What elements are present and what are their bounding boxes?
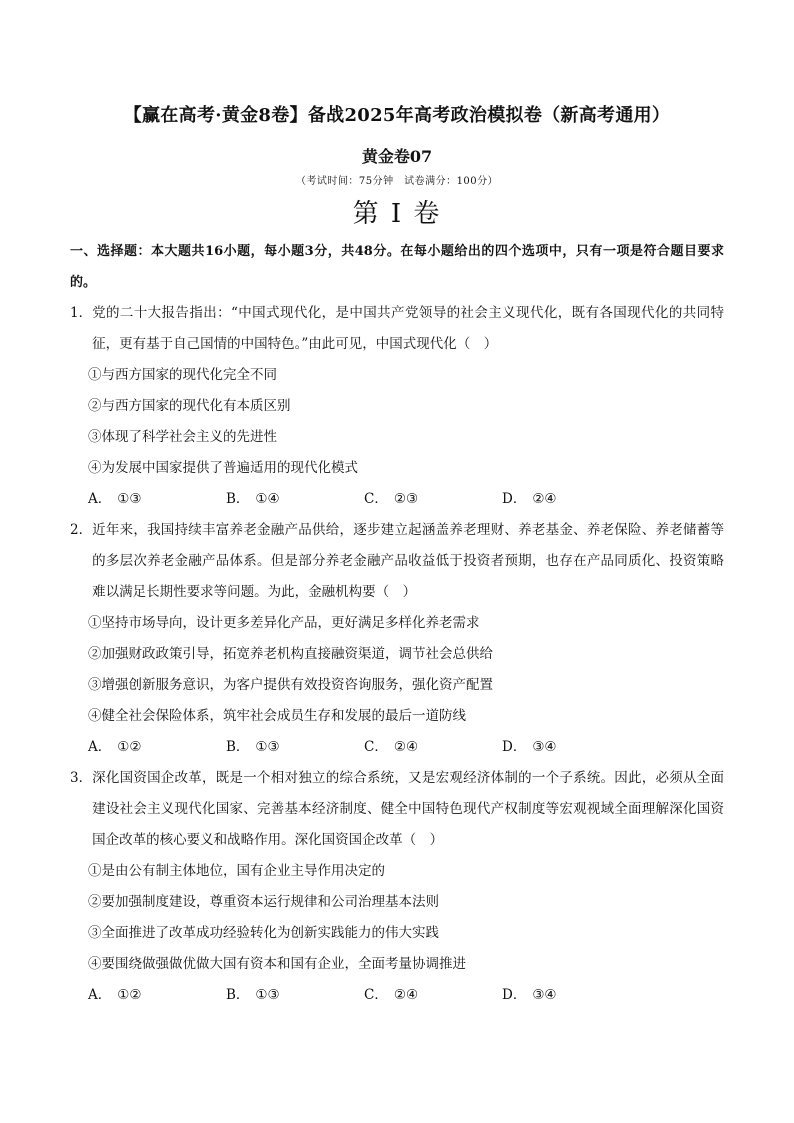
statement-option: ②与西方国家的现代化有本质区别	[88, 398, 291, 414]
choice-label: C．	[364, 491, 388, 507]
answer-choice-d	[502, 732, 640, 763]
choice-value: ①③	[255, 739, 280, 755]
choice-value: ③④	[532, 739, 557, 755]
choice-value: ②④	[393, 987, 419, 1003]
statement-option: ④要围绕做强做优做大国有资本和国有企业，全面考量协调推进	[88, 956, 466, 972]
question-number: 2．	[70, 522, 93, 538]
choice-value: ①④	[255, 491, 280, 507]
choice-value: ①②	[117, 987, 142, 1003]
statement-option: ③增强创新服务意识，为客户提供有效投资咨询服务，强化资产配置	[88, 677, 493, 693]
answer-choices	[70, 980, 724, 1011]
choice-label: A．	[88, 491, 112, 507]
choice-label: D．	[502, 987, 527, 1003]
choice-label: D．	[502, 491, 527, 507]
question-number: 1．	[70, 305, 93, 321]
statement-option: ③全面推进了改革成功经验转化为创新实践能力的伟大实践	[88, 925, 439, 941]
choice-value: ①③	[117, 491, 142, 507]
choice-value: ①③	[255, 987, 280, 1003]
statement-option: ②要加强制度建设，尊重资本运行规律和公司治理基本法则	[88, 894, 439, 910]
section-intro: 一、选择题：本大题共16小题，每小题3分，共48分。在每小题给出的四个选项中，只有一项是符合题目要求的。	[70, 244, 724, 290]
question-stem	[70, 763, 724, 856]
answer-choice-d	[502, 484, 640, 515]
answer-choice-d	[502, 980, 640, 1011]
statement-option: ②加强财政政策引导，拓宽养老机构直接融资渠道，调节社会总供给	[88, 646, 493, 662]
statement-option: ④健全社会保险体系，筑牢社会成员生存和发展的最后一道防线	[88, 708, 466, 724]
answer-choice-a	[88, 484, 226, 515]
choice-value: ③④	[532, 987, 557, 1003]
choice-value: ②③	[393, 491, 419, 507]
choice-value: ①②	[117, 739, 142, 755]
answer-choice-b	[226, 980, 364, 1011]
paper-title: 【赢在高考·黄金8卷】备战2025年高考政治模拟卷（新高考通用）	[123, 105, 671, 126]
statement-option: ④为发展中国家提供了普遍适用的现代化模式	[88, 460, 358, 476]
volume-title: 第 I 卷	[352, 199, 442, 229]
question-number: 3．	[70, 770, 93, 786]
question-text: 深化国资国企改革，既是一个相对独立的综合系统，又是宏观经济体制的一个子系统。因此，必须从全面建设社会主义现代化国家、完善基本经济制度、健全中国特色现代产权制度等宏观视域全面理解深化国资国企改革的核心要义和战略作用。深化国资国企改革（ ）	[92, 770, 724, 848]
choice-value: ②④	[532, 491, 557, 507]
paper-subtitle: 黄金卷07	[361, 147, 433, 166]
question-text: 党的二十大报告指出：“中国式现代化，是中国共产党领导的社会主义现代化，既有各国现代化的共同特征，更有基于自己国情的中国特色。”由此可见，中国式现代化（ ）	[92, 305, 724, 352]
statement-option: ①是由公有制主体地位，国有企业主导作用决定的	[88, 863, 385, 879]
choice-label: C．	[364, 739, 388, 755]
statement-option: ③体现了科学社会主义的先进性	[88, 429, 277, 445]
question-1	[70, 298, 724, 515]
answer-choice-c	[364, 980, 502, 1011]
question-stem	[70, 515, 724, 608]
question-2	[70, 515, 724, 763]
choice-label: B．	[226, 987, 250, 1003]
answer-choice-c	[364, 732, 502, 763]
choice-label: A．	[88, 987, 112, 1003]
answer-choice-a	[88, 980, 226, 1011]
answer-choice-b	[226, 484, 364, 515]
statement-option: ①坚持市场导向，设计更多差异化产品，更好满足多样化养老需求	[88, 615, 480, 631]
question-text: 近年来，我国持续丰富养老金融产品供给，逐步建立起涵盖养老理财、养老基金、养老保险、养老储蓄等的多层次养老金融产品体系。但是部分养老金融产品收益低于投资者预期，也存在产品同质化、投资策略难以满足长期性要求等问题。为此，金融机构要（ ）	[92, 522, 724, 600]
answer-choice-b	[226, 732, 364, 763]
statement-option: ①与西方国家的现代化完全不同	[88, 367, 277, 383]
choice-label: B．	[226, 739, 250, 755]
choice-label: B．	[226, 491, 250, 507]
exam-info: （考试时间：75分钟 试卷满分：100分）	[295, 176, 499, 187]
question-stem	[70, 298, 724, 360]
question-3	[70, 763, 724, 1011]
choice-value: ②④	[393, 739, 419, 755]
answer-choices	[70, 732, 724, 763]
choice-label: C．	[364, 987, 388, 1003]
answer-choice-a	[88, 732, 226, 763]
answer-choices	[70, 484, 724, 515]
choice-label: D．	[502, 739, 527, 755]
answer-choice-c	[364, 484, 502, 515]
choice-label: A．	[88, 739, 112, 755]
